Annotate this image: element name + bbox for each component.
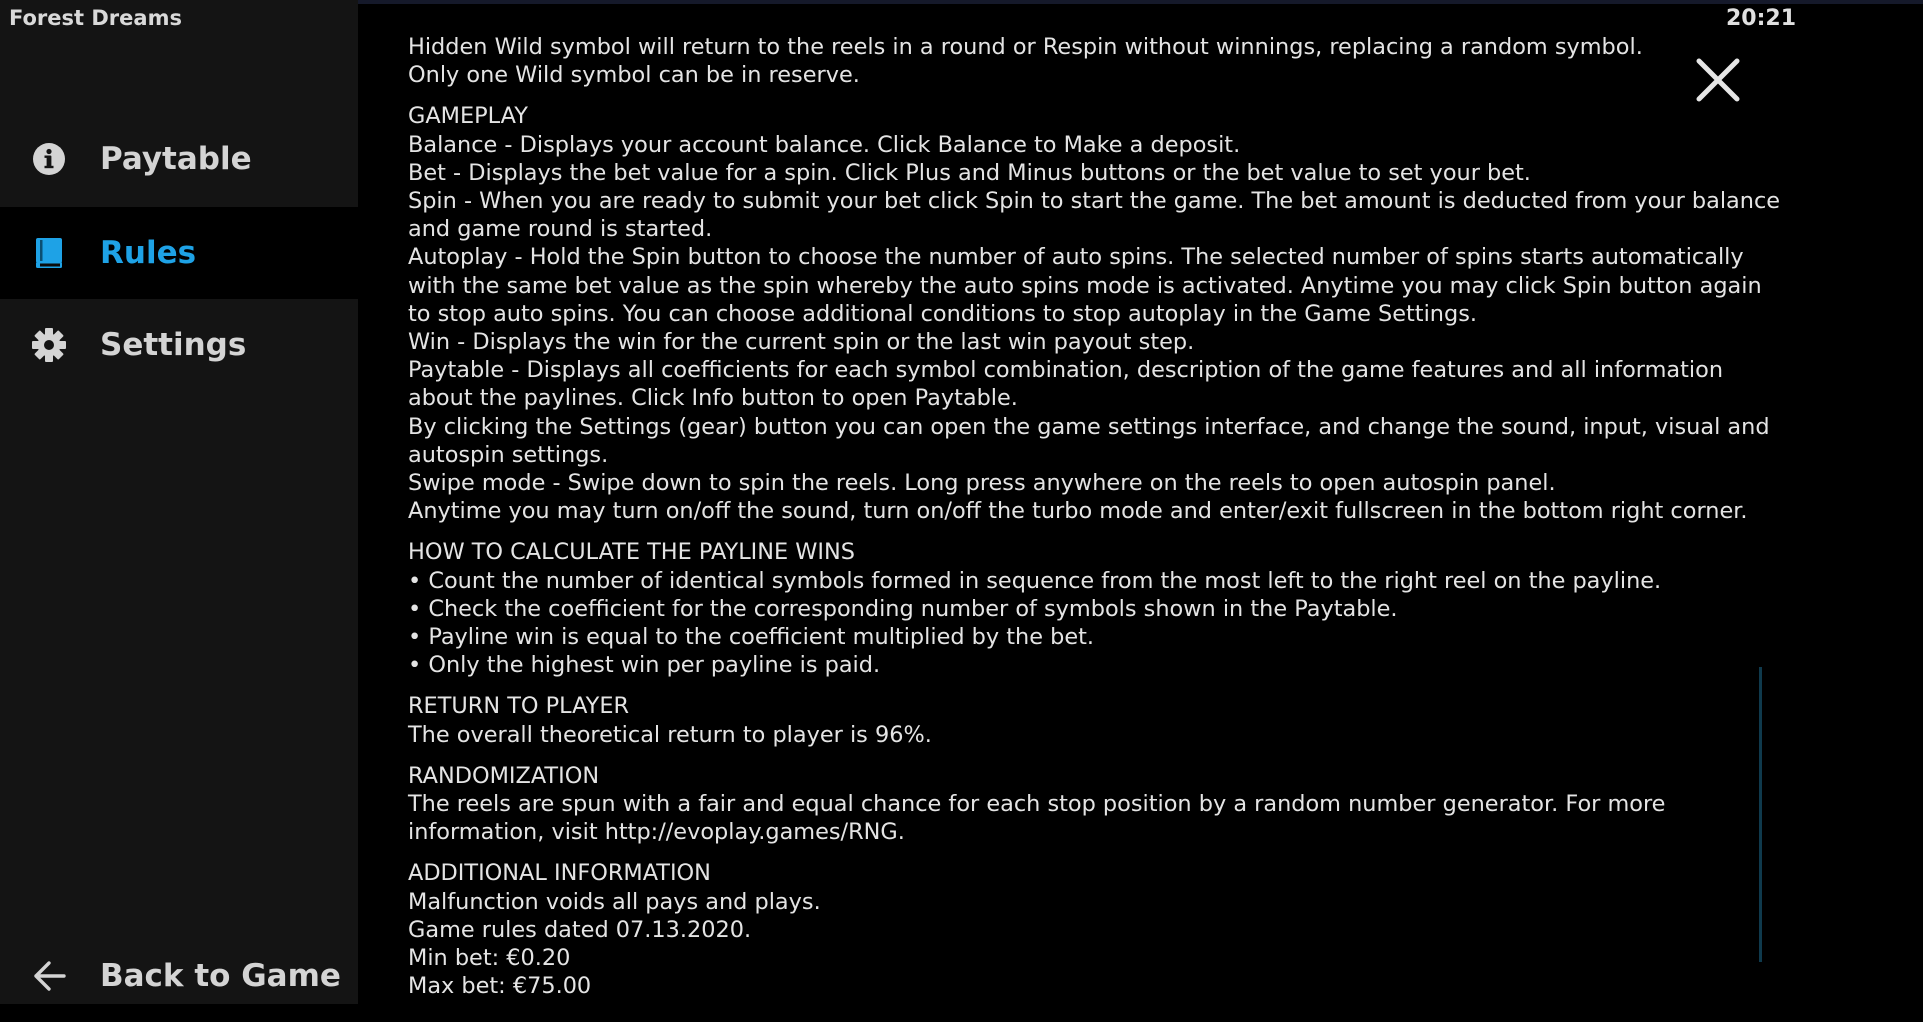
sidebar	[0, 0, 358, 1004]
gameplay-section	[408, 102, 1788, 525]
sidebar-item-rules[interactable]	[0, 207, 358, 299]
scrollbar[interactable]	[1759, 667, 1762, 962]
text-line: By clicking the Settings (gear) button you can open the game settings interface, and change the sound, input, visual and autospin settings.	[408, 413, 1770, 468]
clock: 20:21	[1726, 6, 1797, 31]
info-icon	[31, 141, 67, 177]
text-line: The reels are spun with a fair and equal chance for each stop position by a random number generator. For more information, visit http://evoplay.games/RNG.	[408, 791, 1666, 846]
app-title: Forest Dreams	[9, 6, 182, 30]
back-to-game-button[interactable]	[0, 930, 358, 1022]
section-heading: GAMEPLAY	[408, 103, 528, 130]
randomization-section	[408, 762, 1788, 847]
list-item: • Check the coefficient for the corresponding number of symbols shown in the Paytable.	[408, 595, 1398, 622]
text-line: Only one Wild symbol can be in reserve.	[408, 62, 860, 89]
text-line: Max bet: €75.00	[408, 973, 592, 1000]
section-heading: RANDOMIZATION	[408, 762, 600, 789]
text-line: Swipe mode - Swipe down to spin the reels. Long press anywhere on the reels to open autospin panel.	[408, 470, 1556, 497]
text-line: Bet - Displays the bet value for a spin. Click Plus and Minus buttons or the bet value to set your bet.	[408, 159, 1531, 186]
list-item: • Payline win is equal to the coefficient multiplied by the bet.	[408, 624, 1094, 651]
sidebar-item-label: Paytable	[100, 141, 252, 177]
gear-icon	[31, 327, 67, 363]
sidebar-item-label: Settings	[100, 327, 247, 363]
additional-section	[408, 859, 1788, 1000]
rules-content	[358, 0, 1923, 1004]
text-line: Hidden Wild symbol will return to the reels in a round or Respin without winnings, replacing a random symbol.	[408, 34, 1643, 60]
rules-scroll-area[interactable]	[408, 33, 1788, 1000]
back-to-game-label: Back to Game	[100, 958, 341, 994]
list-item: • Only the highest win per payline is paid.	[408, 652, 881, 679]
sidebar-item-paytable[interactable]	[0, 113, 358, 205]
section-heading: ADDITIONAL INFORMATION	[408, 860, 711, 887]
arrow-left-icon	[31, 958, 67, 994]
text-line: Win - Displays the win for the current spin or the last win payout step.	[408, 329, 1195, 356]
sidebar-item-label: Rules	[100, 235, 197, 271]
text-line: Min bet: €0.20	[408, 945, 571, 972]
text-line: Balance - Displays your account balance. Click Balance to Make a deposit.	[408, 131, 1241, 158]
text-line: Game rules dated 07.13.2020.	[408, 916, 752, 943]
text-line: Autoplay - Hold the Spin button to choose the number of auto spins. The selected number of spins starts automatically with the same bet value as the spin whereby the auto spins mode is activated. Anytime you may click Spin button again to stop auto spins. You can choose additional conditions to stop autoplay in the Game Settings.	[408, 244, 1762, 327]
intro-section	[408, 33, 1788, 89]
section-heading: RETURN TO PLAYER	[408, 693, 630, 720]
text-line: Spin - When you are ready to submit your bet click Spin to start the game. The bet amount is deducted from your balance and game round is started.	[408, 188, 1781, 243]
text-line: Malfunction voids all pays and plays.	[408, 888, 821, 915]
text-line: Paytable - Displays all coefficients for each symbol combination, description of the game features and all information about the paylines. Click Info button to open Paytable.	[408, 357, 1724, 412]
list-item: • Count the number of identical symbols formed in sequence from the most left to the right reel on the payline.	[408, 567, 1662, 594]
payline-section	[408, 538, 1788, 679]
text-line: Anytime you may turn on/off the sound, turn on/off the turbo mode and enter/exit fullscreen in the bottom right corner.	[408, 498, 1748, 525]
close-icon	[1694, 89, 1742, 108]
section-heading: HOW TO CALCULATE THE PAYLINE WINS	[408, 539, 855, 566]
rtp-section	[408, 692, 1788, 748]
text-line: The overall theoretical return to player is 96%.	[408, 721, 932, 748]
book-icon	[31, 235, 67, 271]
sidebar-item-settings[interactable]	[0, 299, 358, 391]
close-button[interactable]	[1694, 56, 1742, 104]
